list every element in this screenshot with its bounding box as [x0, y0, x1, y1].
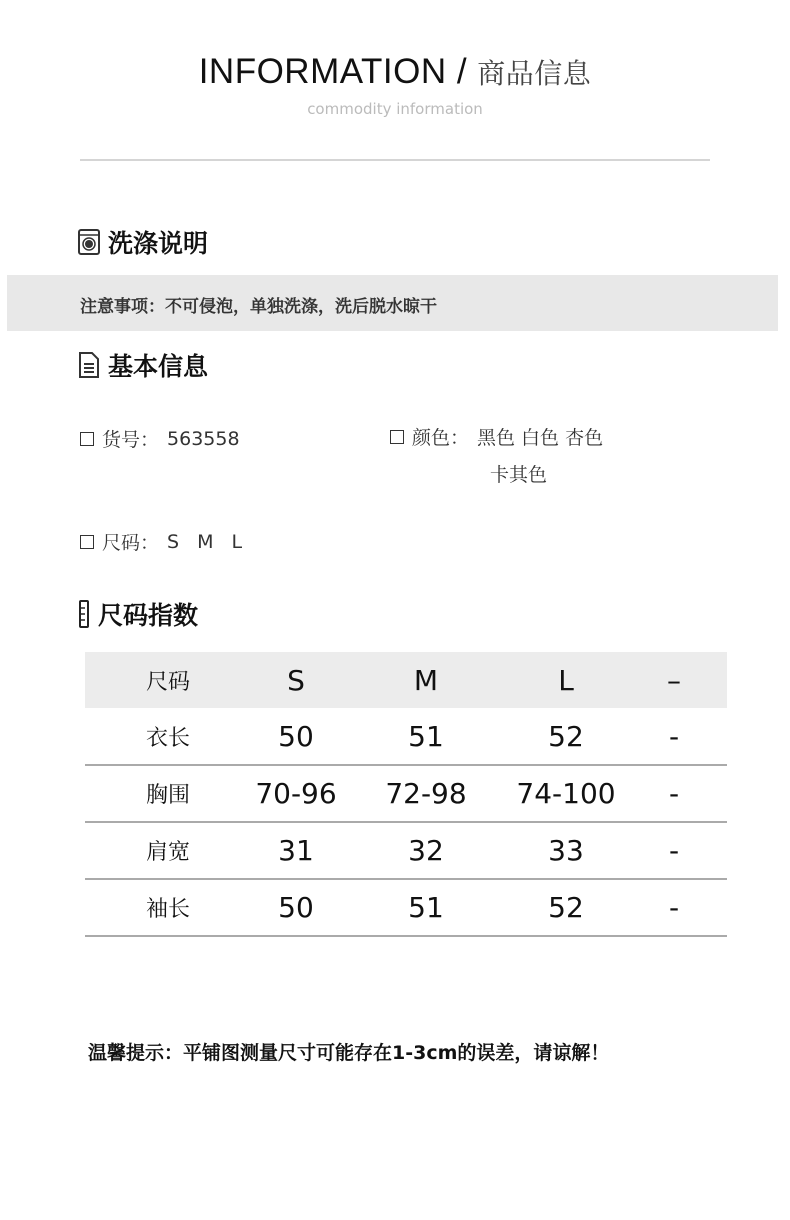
colors-line2: 卡其色: [490, 464, 548, 486]
sizes-value: S M L: [167, 530, 249, 553]
cell: 72-98: [385, 777, 467, 810]
size-chart-table: [85, 652, 727, 937]
page-title: [0, 52, 790, 92]
header-cell: L: [558, 663, 574, 697]
cell: 70-96: [255, 777, 337, 810]
cell: 52: [548, 719, 584, 753]
document-icon: [78, 352, 100, 378]
cell: -: [668, 834, 680, 867]
item-number-value: 563558: [167, 427, 240, 450]
row-label: 肩宽: [145, 840, 190, 865]
colors: [390, 423, 603, 450]
washing-note: 注意事项：不可侵泡，单独洗涤，洗后脱水晾干: [80, 297, 437, 317]
checkbox-icon: [80, 535, 94, 549]
table-header-row: [85, 652, 727, 708]
table-row: [85, 879, 727, 936]
cell: 31: [278, 834, 314, 867]
washing-machine-icon: [78, 229, 100, 255]
basic-info-heading-text: 基本信息: [108, 352, 209, 381]
row-label: 胸围: [145, 783, 190, 808]
size-chart-heading-text: 尺码指数: [98, 601, 199, 630]
washing-heading-text: 洗涤说明: [108, 229, 209, 258]
washing-heading: [78, 224, 208, 260]
title-en: INFORMATION /: [198, 52, 468, 91]
header-cell: S: [287, 663, 305, 697]
title-cn: 商品信息: [477, 58, 592, 89]
table-row: [85, 822, 727, 879]
table-row: [85, 708, 727, 765]
cell: 52: [548, 891, 584, 924]
header-cell: –: [667, 663, 681, 697]
size-label: 尺码：: [102, 532, 160, 554]
cell: -: [668, 777, 680, 810]
ruler-icon: [78, 600, 90, 628]
header-cell: M: [413, 663, 439, 697]
measurement-tip: 温馨提示：平铺图测量尺寸可能存在1-3cm的误差，请谅解！: [88, 1042, 610, 1064]
checkbox-icon: [80, 432, 94, 446]
cell: -: [668, 719, 680, 753]
cell: -: [668, 891, 680, 924]
cell: 33: [548, 834, 584, 867]
row-label: 衣长: [145, 725, 190, 751]
checkbox-icon: [390, 430, 404, 444]
cell: 51: [408, 719, 444, 753]
item-number-label: 货号：: [102, 429, 160, 451]
cell: 51: [408, 891, 444, 924]
header-cell: 尺码: [145, 669, 190, 695]
size-chart-heading: [78, 596, 198, 632]
sizes: [80, 528, 248, 555]
colors-value: 黑色 白色 杏色: [477, 427, 604, 449]
item-number: [80, 425, 240, 452]
cell: 50: [278, 719, 314, 753]
page-subtitle: commodity information: [307, 100, 483, 118]
basic-info-heading: [78, 347, 208, 383]
divider: [80, 159, 710, 161]
color-label: 颜色：: [412, 427, 470, 449]
cell: 74-100: [516, 777, 616, 810]
table-row: [85, 765, 727, 822]
cell: 50: [278, 891, 314, 924]
cell: 32: [408, 834, 444, 867]
row-label: 袖长: [145, 897, 190, 922]
